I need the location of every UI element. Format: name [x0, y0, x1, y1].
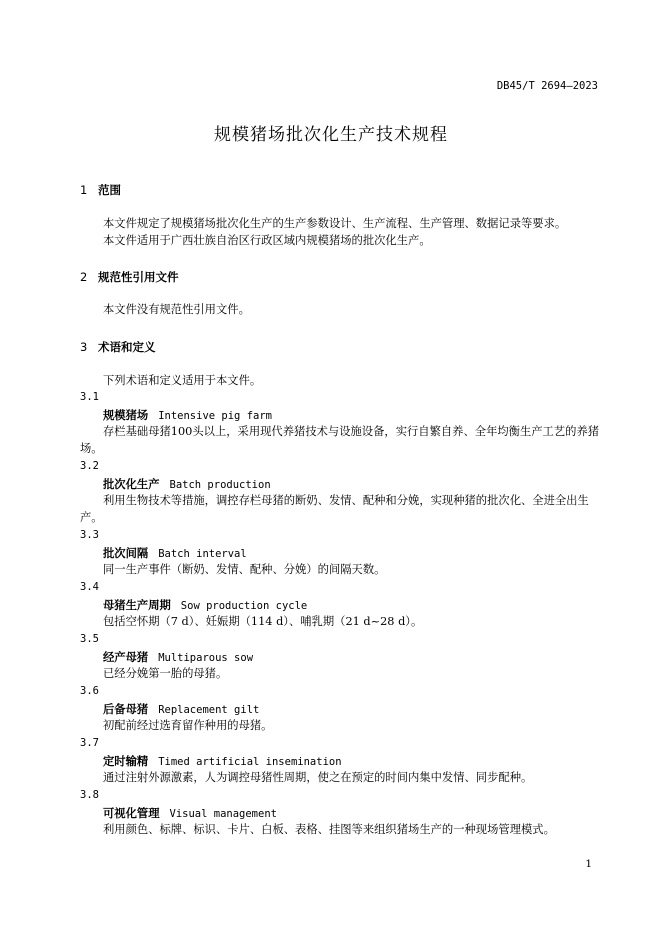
term-zh: 母猪生产周期 [103, 599, 171, 612]
term-number: 3.4 [80, 581, 99, 593]
section-number: 2 [80, 270, 88, 284]
term-en: Visual management [169, 808, 277, 820]
term-heading [103, 701, 259, 717]
section-title: 术语和定义 [98, 340, 156, 354]
paragraph: 本文件规定了规模猪场批次化生产的生产参数设计、生产流程、生产管理、数据记录等要求。 [103, 217, 567, 230]
page-number: 1 [585, 858, 592, 870]
term-heading [103, 476, 271, 492]
term-definition: 包括空怀期（7 d）、妊娠期（114 d）、哺乳期（21 d~28 d）。 [103, 615, 423, 628]
term-zh: 可视化管理 [103, 807, 160, 820]
paragraph: 本文件没有规范性引用文件。 [103, 303, 250, 316]
term-heading [103, 753, 342, 769]
term-number: 3.6 [80, 685, 99, 697]
section-heading-terms-definitions [80, 339, 156, 355]
term-zh: 规模猪场 [103, 409, 149, 422]
section-title: 规范性引用文件 [98, 270, 179, 284]
term-definition: 同一生产事件（断奶、发情、配种、分娩）的间隔天数。 [103, 563, 386, 576]
term-definition: 通过注射外源激素，人为调控母猪性周期，使之在预定的时间内集中发情、同步配种。 [103, 771, 533, 784]
term-en: Timed artificial insemination [158, 756, 342, 768]
term-definition: 已经分娩第一胎的母猪。 [103, 667, 228, 680]
term-en: Sow production cycle [180, 600, 308, 612]
term-number: 3.8 [80, 789, 99, 801]
term-number: 3.2 [80, 460, 99, 472]
term-zh: 后备母猪 [103, 703, 149, 716]
term-number: 3.7 [80, 737, 99, 749]
section-number: 3 [80, 340, 88, 354]
term-definition: 存栏基础母猪100头以上，采用现代养猪技术与设施设备，实行自繁自养、全年均衡生产工艺的养猪场。 [80, 425, 600, 455]
term-number: 3.3 [80, 529, 99, 541]
term-en: Intensive pig farm [158, 410, 272, 422]
term-heading [103, 805, 277, 821]
section-number: 1 [80, 183, 88, 197]
section-heading-scope [80, 182, 121, 198]
term-en: Batch interval [158, 548, 247, 560]
term-number: 3.5 [80, 633, 99, 645]
term-en: Replacement gilt [158, 704, 260, 716]
paragraph: 下列术语和定义适用于本文件。 [103, 374, 262, 387]
document-code: DB45/T 2694—2023 [496, 80, 598, 92]
term-zh: 经产母猪 [103, 651, 149, 664]
term-definition: 利用颜色、标牌、标识、卡片、白板、表格、挂图等来组织猪场生产的一种现场管理模式。 [103, 823, 555, 836]
term-heading [103, 545, 247, 561]
term-definition: 初配前经过选育留作种用的母猪。 [103, 719, 273, 732]
term-heading [103, 597, 307, 613]
term-zh: 批次间隔 [103, 547, 149, 560]
section-title: 范围 [98, 183, 121, 197]
section-heading-normative-references [80, 269, 179, 285]
document-title: 规模猪场批次化生产技术规程 [214, 125, 448, 145]
term-heading [103, 407, 272, 423]
term-number: 3.1 [80, 391, 99, 403]
term-definition: 利用生物技术等措施，调控存栏母猪的断奶、发情、配种和分娩，实现种猪的批次化、全进全出生产。 [80, 494, 589, 524]
term-en: Multiparous sow [158, 652, 254, 664]
paragraph: 本文件适用于广西壮族自治区行政区域内规模猪场的批次化生产。 [103, 234, 431, 247]
term-heading [103, 649, 253, 665]
term-zh: 批次化生产 [103, 478, 160, 491]
term-en: Batch production [169, 479, 271, 491]
term-zh: 定时输精 [103, 755, 149, 768]
